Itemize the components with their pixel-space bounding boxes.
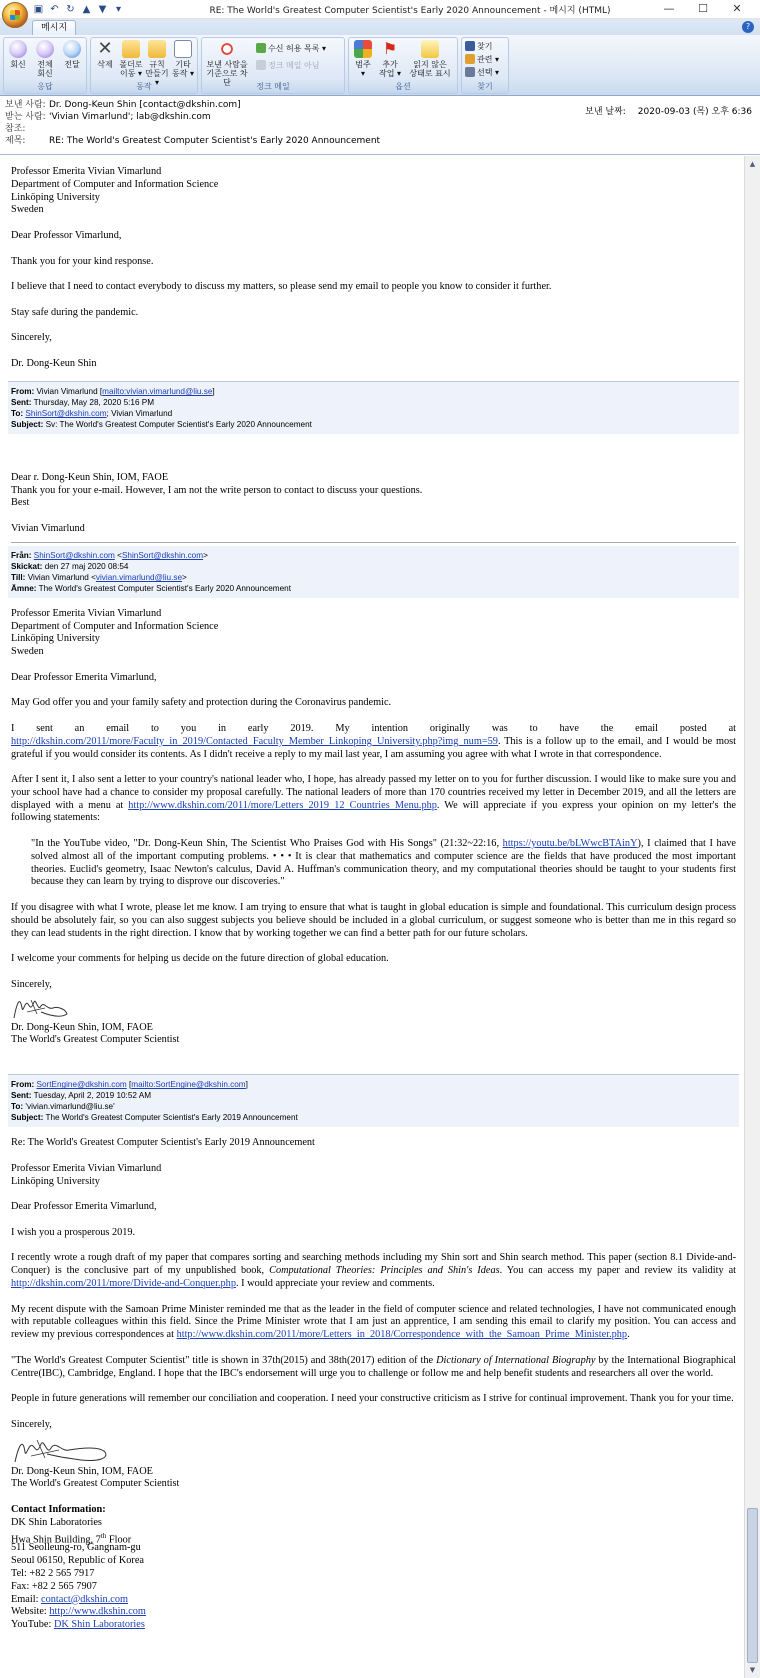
closing: Sincerely, — [11, 332, 52, 344]
help-icon[interactable]: ? — [742, 21, 754, 33]
signature-title: The World's Greatest Computer Scientist — [11, 1478, 180, 1490]
related-icon — [465, 54, 475, 64]
sent-date: 보낸 날짜: 2020-09-03 (목) 오후 6:36 — [585, 107, 752, 117]
select-button[interactable]: 선택 ▾ — [465, 67, 499, 78]
follow-up-button[interactable]: ⚑ 추가 작업 ▾ — [378, 39, 401, 78]
email-link[interactable]: ShinSort@dkshin.com — [25, 408, 107, 418]
quoted-header: From: SortEngine@dkshin.com [mailto:SortEngine@dkshin.com] Sent: Tuesday, April 2, 2019 10:52 AM To: 'vivian.vimarlund@liu.se' Subject: The World's Greatest Computer Scientist's Early 2019 Announcement — [8, 1074, 739, 1127]
email-link[interactable]: SortEngine@dkshin.com — [36, 1080, 127, 1090]
closing: Sincerely, — [11, 1418, 52, 1430]
website-link[interactable]: http://www.dkshin.com — [49, 1606, 146, 1618]
paragraph: If you disagree with what I wrote, please let me know. I am trying to ensure that what is taught in global education is simple and foundational. This curriculum design process should be absolutely fair, so you can also suggest subjects you believe should be included in a global curriculum, or suggest someone who is better than me in this regard so they can lead students in the right direction. I know that by working together we can find a better path for our future scholars. — [11, 902, 736, 939]
youtube-link[interactable]: https://youtu.be/bLWwcBTAinY — [502, 838, 638, 850]
maximize-button[interactable]: ☐ — [698, 2, 708, 15]
greeting: Dear Professor Emerita Vimarlund, — [11, 1201, 157, 1213]
email-link[interactable]: ShinSort@dkshin.com — [33, 550, 115, 560]
delete-button[interactable]: ✕ 삭제 — [97, 38, 113, 69]
title-bar — [0, 0, 760, 19]
categorize-button[interactable]: 범주 ▾ — [350, 40, 376, 78]
signature: Vivian Vimarlund — [11, 522, 85, 534]
signature-title: The World's Greatest Computer Scientist — [11, 1034, 180, 1046]
quoted-statement: "In the YouTube video, "Dr. Dong-Keun Shin, The Scientist Who Praises God with His Songs" (21:32~22:16, https://youtu.be/bLWwcBTAinY), I claimed that I have solved almost all of the important computing problems. • • • It is clear that mathematics and computer science are the fields that have produced the most important theories. Euclid's geometry, Isaac Newton's calculus, David A. Huffman's communication theory, and my computational theories should be taught to your students first because they can learn by trying to disprove our discoveries." — [31, 838, 736, 888]
paragraph: I wish you a prosperous 2019. — [11, 1226, 136, 1238]
contact-email-link[interactable]: contact@dkshin.com — [41, 1593, 129, 1605]
email-link[interactable]: mailto:SortEngine@dkshin.com — [131, 1080, 246, 1090]
subject-row: 제목: RE: The World's Greatest Computer Scientist's Early 2020 Announcement — [5, 136, 381, 146]
to-row: 받는 사람: 'Vivian Vimarlund'; lab@dkshin.com — [5, 112, 211, 122]
reply-all-button[interactable]: 전체 회신 — [32, 40, 58, 78]
paragraph: People in future generations will remember our conciliation and cooperation. I need your constructive criticism as I strive for continual improvement. Thank you for your time. — [11, 1393, 734, 1405]
close-button[interactable]: ✕ — [732, 2, 742, 15]
paragraph: Best — [11, 497, 30, 509]
quoted-header: From: Vivian Vimarlund [mailto:vivian.vimarlund@liu.se] Sent: Thursday, May 28, 2020 5:16 PM To: ShinSort@dkshin.com; Vivian Vimarlund Subject: Sv: The World's Greatest Computer Scientist's Early 2020 Announcement — [8, 381, 739, 434]
paragraph: Thank you for your kind response. — [11, 255, 154, 267]
move-to-folder-button[interactable]: 폴더로 이동 ▾ — [118, 40, 144, 78]
paragraph: After I sent it, I also sent a letter to your country's national leader who, I hope, has already passed my letter on to you for further discussion. I would like to make sure you and your school have had a chance to consider my proposal carefully. The national leaders of more than 170 countries received my letter in December 2019, and all the letters are displayed with a menu at http://www.dkshin.com/2011/more/Letters_2019_12_Countries_Menu.php. We will appreciate if you express your opinion on my letter's the following statements: — [11, 774, 736, 824]
group-label-actions: 동작 — [136, 82, 152, 91]
email-link[interactable]: vivian.vimarlund@liu.se — [95, 572, 183, 582]
paragraph: I believe that I need to contact everybody to discuss my matters, so please send my email to people you know to consider it further. — [11, 281, 552, 293]
other-actions-button[interactable]: 기타 동작 ▾ — [170, 40, 196, 78]
find-button[interactable]: 찾기 — [465, 41, 492, 52]
signature: Dr. Dong-Keun Shin, IOM, FAOE — [11, 1465, 153, 1477]
email-link[interactable]: mailto:vivian.vimarlund@liu.se — [102, 386, 213, 396]
signature: Dr. Dong-Keun Shin, IOM, FAOE — [11, 1021, 153, 1033]
redo-icon[interactable]: ↻ — [66, 4, 75, 15]
quick-access-toolbar — [32, 3, 125, 16]
email-link[interactable]: ShinSort@dkshin.com — [121, 550, 204, 560]
greeting: Dear Professor Emerita Vimarlund, — [11, 671, 157, 683]
paragraph: "The World's Greatest Computer Scientist" title is shown in 37th(2015) and 38th(2017) edition of the Dictionary of International Biography by the International Biographical Centre(IBC), Cambridge, England. I hope that the IBC's endorsement will urge you to challenge or follow me and help benefit students and researchers all over the world. — [11, 1354, 737, 1379]
recipient-address: Professor Emerita Vivian Vimarlund Linköping University — [11, 1162, 162, 1187]
group-options — [348, 37, 458, 94]
up-arrow-icon[interactable]: ▲ — [82, 4, 91, 15]
ribbon — [0, 35, 760, 96]
reply-button[interactable]: 회신 — [5, 40, 31, 69]
to-value[interactable]: 'Vivian Vimarlund'; lab@dkshin.com — [49, 112, 211, 122]
quoted-header: Från: ShinSort@dkshin.com <ShinSort@dkshin.com> Skickat: den 27 maj 2020 08:54 Till: Vivian Vimarlund <vivian.vimarlund@liu.se> Ämne: The World's Greatest Computer Scientist's Early 2020 Announcement — [8, 546, 739, 598]
scroll-thumb[interactable] — [747, 1508, 758, 1663]
rule-icon — [148, 40, 166, 58]
group-label-find: 찾기 — [477, 82, 493, 91]
save-icon[interactable]: ▣ — [33, 4, 44, 15]
paragraph: I welcome your comments for helping us decide on the future direction of global education. — [11, 953, 389, 965]
cursor-icon — [465, 67, 475, 77]
greeting: Dear r. Dong-Keun Shin, IOM, FAOE — [11, 471, 169, 483]
reply-all-icon — [36, 40, 54, 58]
greeting: Dear Professor Vimarlund, — [11, 229, 122, 241]
paragraph: I sent an email to you in early 2019. My intention originally was to have the email posted at http://dkshin.com/2011/more/Faculty_in_2019/Contacted_Faculty_Member_Linkoping_University.php?img_num=59. This is a follow up to the email, and I would be most grateful if you would consider its contents. As I didn't receive a reply to my mail last year, I am assuming you agree with what I wrote in that correspondence. — [11, 722, 736, 760]
minimize-button[interactable]: — — [663, 2, 675, 15]
vertical-scrollbar[interactable] — [744, 156, 760, 1678]
create-rule-button[interactable]: 규칙 만들기 ▾ — [144, 40, 170, 87]
cc-row: 참조: — [5, 124, 26, 134]
block-sender-icon — [218, 40, 236, 58]
message-body[interactable] — [0, 156, 744, 1678]
group-actions — [90, 37, 198, 94]
divide-and-conquer-link[interactable]: http://dkshin.com/2011/more/Divide-and-Conquer.php — [11, 1278, 236, 1289]
group-label-junk: 정크 메일 — [256, 82, 290, 91]
group-respond — [3, 37, 87, 94]
window-title: RE: The World's Greatest Computer Scientist's Early 2020 Announcement - 메시지 (HTML) — [209, 6, 611, 16]
from-row: 보낸 사람: Dr. Dong-Keun Shin [contact@dkshin.com] — [5, 100, 241, 110]
ribbon-tab-bar — [0, 19, 760, 35]
other-actions-icon — [174, 40, 192, 58]
scroll-down-icon[interactable]: ▼ — [749, 1666, 756, 1674]
contact-information: Contact Information: DK Shin Laboratories Hwa Shin Building, 7th Floor 511 Seolleung-ro, Gangnam-gu Seoul 06150, Republic of Korea Tel: +82 2 565 7917 Fax: +82 2 565 7907 Email: contact@dkshin.com Website: http://www.dkshin.com YouTube: DK Shin Laboratories — [11, 1503, 146, 1631]
mark-unread-button[interactable]: 읽지 않은 상태로 표시 — [405, 40, 455, 78]
re-subject: Re: The World's Greatest Computer Scientist's Early 2019 Announcement — [11, 1137, 315, 1149]
down-arrow-icon[interactable]: ▼ — [98, 4, 107, 15]
group-junk — [201, 37, 345, 94]
samoan-correspondence-link[interactable]: http://www.dkshin.com/2011/more/Letters_in_2018/Correspondence_with_the_Samoan_Prime_Minister.php — [176, 1329, 628, 1341]
paragraph: Thank you for your e-mail. However, I am not the write person to contact to discuss your questions. — [11, 484, 423, 496]
binoculars-icon — [465, 41, 475, 51]
subject-value: RE: The World's Greatest Computer Scientist's Early 2020 Announcement — [49, 136, 381, 146]
group-find — [461, 37, 509, 94]
youtube-channel-link[interactable]: DK Shin Laboratories — [53, 1619, 145, 1631]
faculty-link[interactable]: http://dkshin.com/2011/more/Faculty_in_2019/Contacted_Faculty_Member_Linkoping_University.php?img_num=59 — [11, 735, 498, 747]
forward-button[interactable]: 전달 — [59, 40, 85, 69]
from-value[interactable]: Dr. Dong-Keun Shin [contact@dkshin.com] — [49, 100, 241, 110]
divider — [11, 542, 736, 543]
group-label-options: 옵션 — [395, 82, 411, 91]
folder-icon — [122, 40, 140, 58]
related-button[interactable]: 관련 ▾ — [465, 54, 499, 65]
mark-unread-icon — [421, 40, 439, 58]
safe-list-icon — [256, 43, 266, 53]
scroll-up-icon[interactable]: ▲ — [749, 160, 756, 168]
forward-icon — [63, 40, 81, 58]
group-label-respond: 응답 — [37, 82, 53, 91]
handwritten-signature — [11, 992, 71, 1022]
tab-message[interactable]: 메시지 — [32, 20, 76, 35]
letters-menu-link[interactable]: http://www.dkshin.com/2011/more/Letters_2019_12_Countries_Menu.php — [128, 799, 437, 811]
paragraph: Stay safe during the pandemic. — [11, 306, 139, 318]
paragraph: I recently wrote a rough draft of my paper that compares sorting and searching methods including my Shin sort and Shin search method. This paper (section 8.1 Divide-and-Conquer) is the conclusive part of my unpublished book, Computational Theories: Principles and Shin's Ideas. You can access my paper and review its validity at http://dkshin.com/2011/more/Divide-and-Conquer.php. I would appreciate your review and comments. — [11, 1252, 737, 1289]
flag-icon: ⚑ — [382, 39, 398, 58]
paragraph: May God offer you and your family safety and protection during the Coronavirus pandemic. — [11, 697, 392, 709]
recipient-address: Professor Emerita Vivian Vimarlund Department of Computer and Information Science Linköping University Sweden — [11, 166, 219, 216]
office-button[interactable] — [2, 2, 28, 28]
more-actions-icon[interactable]: ▾ — [115, 4, 122, 15]
safe-list-button[interactable]: 수신 허용 목록 ▾ — [256, 43, 326, 54]
signature: Dr. Dong-Keun Shin — [11, 357, 97, 369]
undo-icon[interactable]: ↶ — [50, 4, 59, 15]
reply-icon — [9, 40, 27, 58]
handwritten-signature — [11, 1432, 111, 1466]
paragraph: My recent dispute with the Samoan Prime Minister reminded me that as the leader in the field of computer science and related technologies, I have not communicated enough with reputable colleagues within this field. Since the Prime Minister wrote that I am just an apprentice, I am sending this email to clarify my position. You can access and review my previous correspondences at http://www.dkshin.com/2011/more/Letters_in_2018/Correspondence_with_the_Samoan_Prime_Minister.php. — [11, 1303, 736, 1341]
recipient-address: Professor Emerita Vivian Vimarlund Department of Computer and Information Science Linköping University Sweden — [11, 607, 219, 658]
closing: Sincerely, — [11, 978, 52, 990]
not-junk-icon — [256, 60, 266, 70]
block-sender-button[interactable]: 보낸 사람을 기준으로 차단 — [204, 40, 250, 87]
delete-icon: ✕ — [97, 38, 113, 59]
categorize-icon — [354, 40, 372, 58]
not-junk-button[interactable]: 정크 메일 아님 — [256, 60, 319, 71]
